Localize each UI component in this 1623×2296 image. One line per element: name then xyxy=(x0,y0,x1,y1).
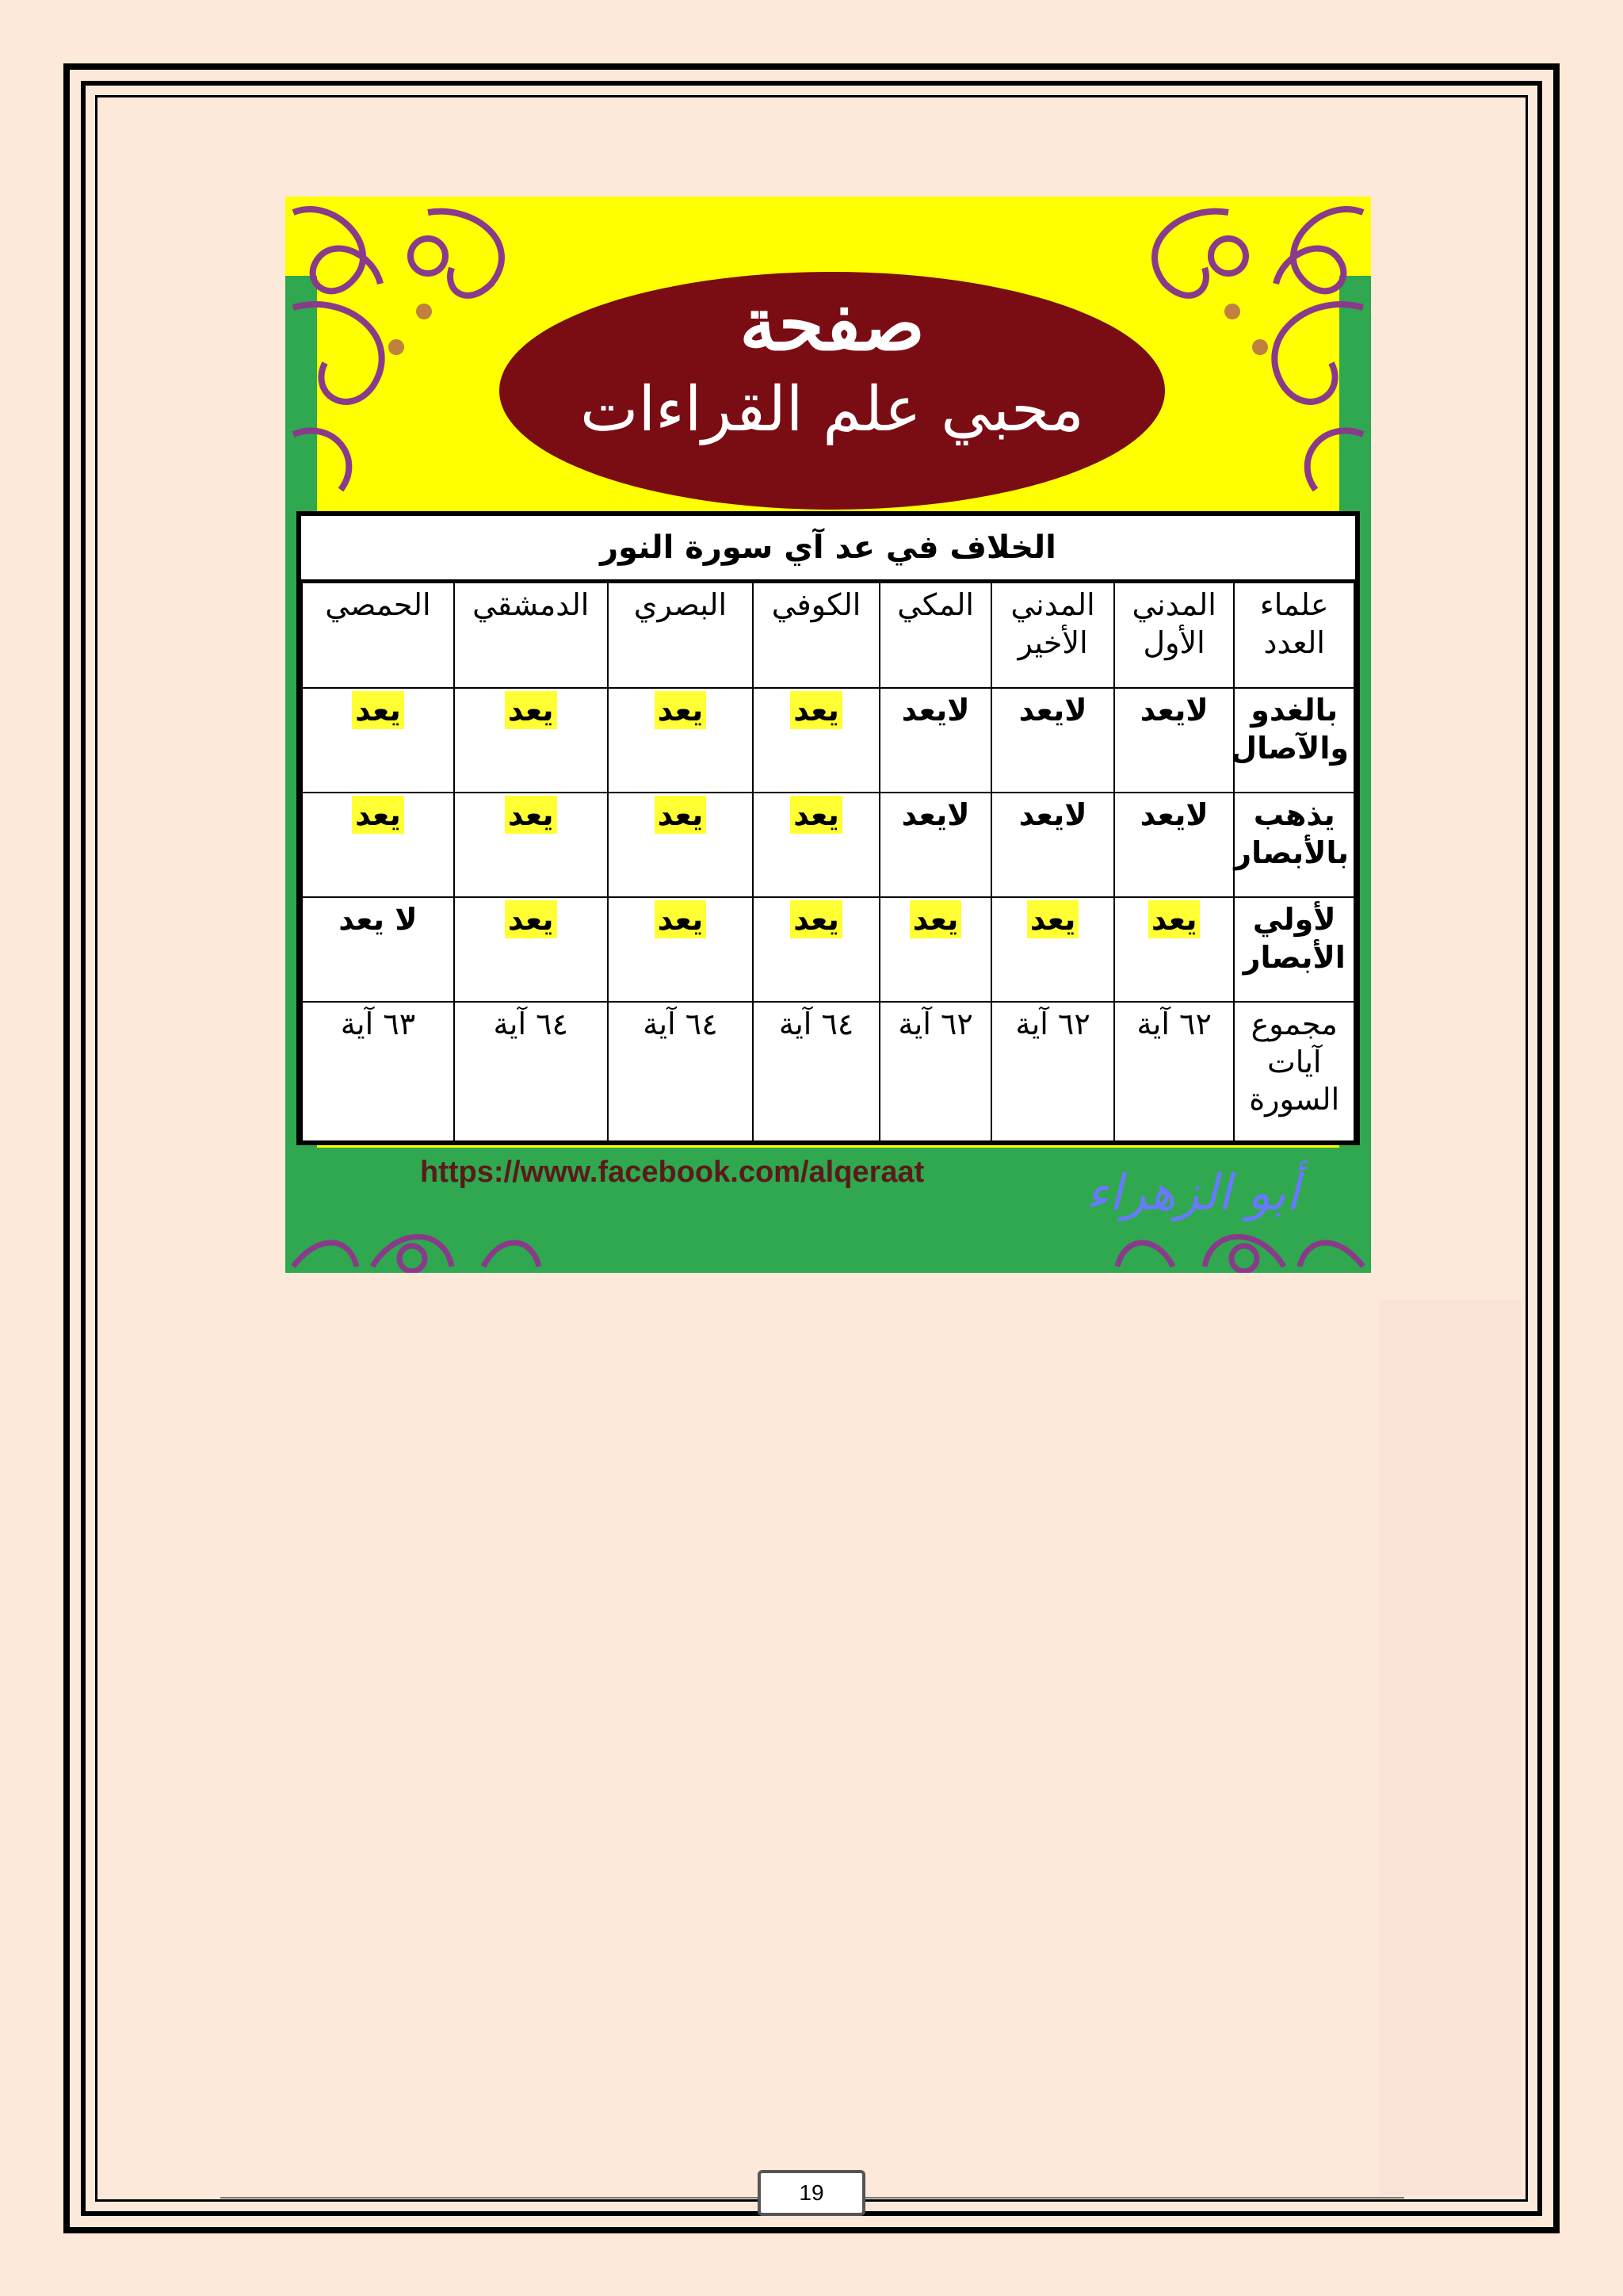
total-cell: ٦٢ آية xyxy=(991,1002,1114,1144)
table-row xyxy=(302,688,1354,793)
header-cell: المدني الأول xyxy=(1114,583,1235,688)
table-title: الخلاف في عد آي سورة النور xyxy=(301,516,1355,582)
value-cell: لايعد xyxy=(1140,693,1209,728)
value-cell-highlighted: يعد xyxy=(910,900,962,938)
table-header-row xyxy=(302,583,1354,688)
total-cell: ٦٤ آية xyxy=(608,1002,754,1144)
header-cell: المدني الأخير xyxy=(991,583,1114,688)
total-cell: ٦٤ آية xyxy=(454,1002,608,1144)
header-cell: البصري xyxy=(608,583,754,688)
table-grid xyxy=(301,582,1355,1145)
value-cell-highlighted: يعد xyxy=(790,796,842,834)
header-cell: الحمصي xyxy=(302,583,454,688)
table-row xyxy=(302,793,1354,897)
row-label: بالغدو والآصال xyxy=(1234,688,1354,793)
value-cell-highlighted: يعد xyxy=(352,796,404,834)
value-cell: لايعد xyxy=(1018,797,1087,832)
banner-title: صفحة xyxy=(739,281,925,367)
value-cell-highlighted: يعد xyxy=(655,796,707,834)
total-cell: ٦٢ آية xyxy=(1114,1002,1235,1144)
footer-line-left xyxy=(220,2197,758,2199)
table-row xyxy=(302,897,1354,1002)
value-cell-highlighted: يعد xyxy=(655,691,707,729)
total-cell: ٦٤ آية xyxy=(753,1002,880,1144)
header-cell: الكوفي xyxy=(753,583,880,688)
header-cell: الدمشقي xyxy=(454,583,608,688)
image-card xyxy=(285,197,1371,1273)
value-cell: لايعد xyxy=(1140,797,1209,832)
value-cell-highlighted: يعد xyxy=(1027,900,1079,938)
value-cell-highlighted: يعد xyxy=(790,900,842,938)
value-cell: لايعد xyxy=(901,693,970,728)
value-cell-highlighted: يعد xyxy=(352,691,404,729)
signature: أبو الزهراء xyxy=(1086,1163,1300,1221)
banner-subtitle: محبي علم القراءات xyxy=(580,374,1084,445)
total-cell: ٦٢ آية xyxy=(880,1002,991,1144)
footer-line-right xyxy=(865,2197,1404,2199)
facebook-link: https://www.facebook.com/alqeraat xyxy=(420,1156,925,1189)
row-label: لأولي الأبصار xyxy=(1234,897,1354,1002)
row-label: يذهب بالأبصار xyxy=(1234,793,1354,897)
value-cell-highlighted: يعد xyxy=(1148,900,1201,938)
page-number: 19 xyxy=(758,2170,865,2216)
value-cell-highlighted: يعد xyxy=(505,796,557,834)
value-cell-highlighted: يعد xyxy=(655,900,707,938)
value-cell: لا يعد xyxy=(338,902,418,937)
table-total-row xyxy=(302,1002,1354,1144)
recitation-table xyxy=(296,511,1360,1145)
header-cell: المكي xyxy=(880,583,991,688)
value-cell-highlighted: يعد xyxy=(505,900,557,938)
value-cell-highlighted: يعد xyxy=(790,691,842,729)
row-label: مجموع آيات السورة xyxy=(1234,1002,1354,1144)
header-cell: علماء العدد xyxy=(1234,583,1354,688)
value-cell: لايعد xyxy=(1018,693,1087,728)
ornament-bottom-left-icon xyxy=(285,1203,618,1273)
value-cell: لايعد xyxy=(901,797,970,832)
total-cell: ٦٣ آية xyxy=(302,1002,454,1144)
value-cell-highlighted: يعد xyxy=(505,691,557,729)
